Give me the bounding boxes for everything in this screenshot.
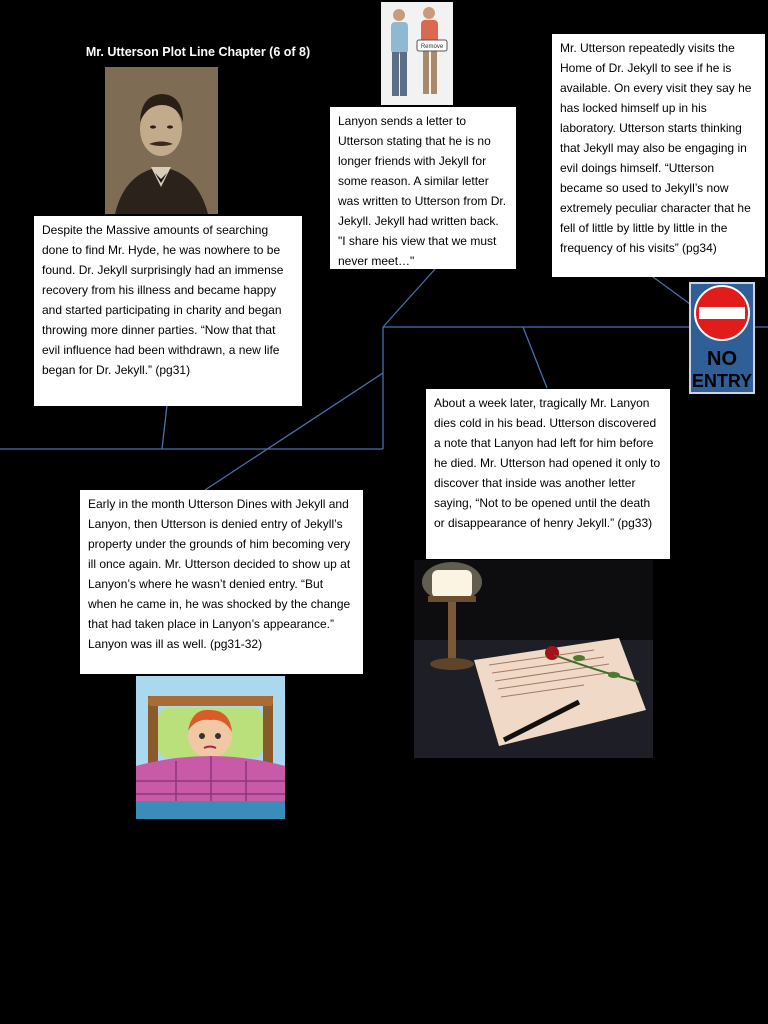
event-box-visits <box>552 34 765 277</box>
event-box-death <box>426 389 670 559</box>
event-text: Lanyon sends a letter to Utterson stating that he is no longer friends with Jekyll for some reason. A similar letter was written to Utterson from Dr. Jekyll. Jekyll had written back. "I share his view that we must never meet…" <box>338 114 507 268</box>
event-text: Early in the month Utterson Dines with Jekyll and Lanyon, then Utterson is denied entry of Jekyll’s property under the grounds of him becoming very ill once again. Mr. Utterson decided to show up at Lanyon’s where he wasn’t denied entry. “But when he came in, he was shocked by the change that had taken place in Lanyon’s appearance.” Lanyon was ill as well. (pg31-32) <box>88 497 351 651</box>
connector-line <box>383 268 436 327</box>
candle-letter-image <box>414 560 653 758</box>
event-text: About a week later, tragically Mr. Lanyon dies cold in his bead. Utterson discovered a note that Lanyon had left for him before he died. Mr. Utterson had opened it only to discover that inside was another letter saying, “Not to be opened until the death or disappearance of henry Jekyll.” (pg33) <box>434 396 661 530</box>
page-title: Mr. Utterson Plot Line Chapter (6 of 8) <box>85 45 311 59</box>
sick-child-image <box>136 676 285 819</box>
sign-line-1: NO <box>707 348 737 370</box>
remove-sign-label: Remove <box>420 44 444 50</box>
two-men-image <box>381 2 453 105</box>
event-text: Mr. Utterson repeatedly visits the Home of Dr. Jekyll to see if he is available. On every visit they say he has locked himself up in his laboratory. Utterson starts thinking that Jekyll may also be engaging in evil doings himself. “Utterson became so used to Jekyll’s now extremely peculiar character that he fell of little by little by little in the frequency of his visits” (pg34) <box>560 41 752 255</box>
sign-line-2: ENTRY <box>691 371 753 391</box>
event-text: Despite the Massive amounts of searching done to find Mr. Hyde, he was nowhere to be found. Dr. Jekyll surprisingly had an immense recovery from his illness and became happy and started participating in charity and began throwing more dinner parties. “Now that that evil influence had been withdrawn, a new life began for Dr. Jekyll.” (pg31) <box>42 223 284 377</box>
connector-line <box>653 277 690 304</box>
portrait-image <box>105 67 218 214</box>
event-box-recovery <box>34 216 302 406</box>
event-box-dines <box>80 490 363 674</box>
connector-line <box>523 327 547 388</box>
no-entry-sign <box>689 282 755 394</box>
connector-line <box>162 405 167 449</box>
event-box-letter <box>330 107 516 269</box>
